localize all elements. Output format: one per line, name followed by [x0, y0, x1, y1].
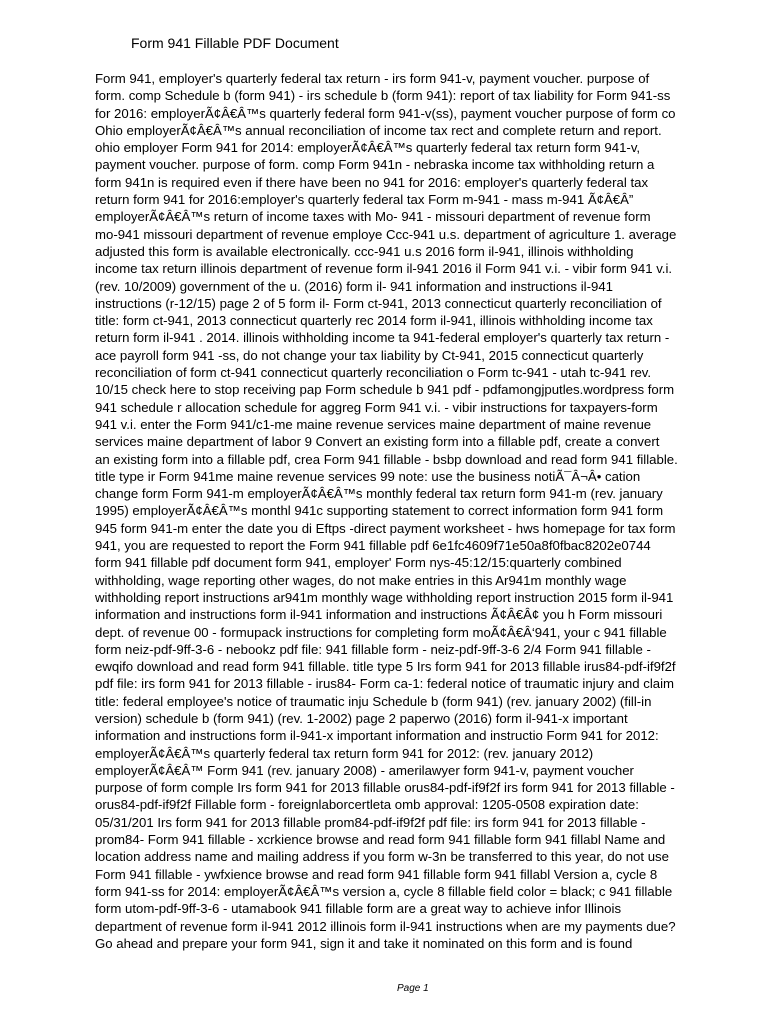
body-text-line: employerÃ¢Â€Â™s quarterly federal tax return form 941 for 2012: (rev. january 2012)	[95, 745, 594, 761]
body-text-line: services maine department of labor 9 Convert an existing form into a fillable pdf, create a convert	[95, 434, 660, 450]
body-text-line: withholding, wage reporting other wages, do not make entries in this Ar941m monthly wage	[95, 572, 627, 588]
body-text-line: form 941-ss for 2014: employerÃ¢Â€Â™s version a, cycle 8 fillable field color = black; c 941 fillable	[95, 883, 673, 899]
body-text-line: 945 form 941-m enter the date you di Eftps -direct payment worksheet - hws homepage for tax form	[95, 520, 676, 536]
body-text-line: payment voucher. purpose of form. comp Form 941n - nebraska income tax withholding return a	[95, 157, 655, 173]
body-text-line: Form 941, employer's quarterly federal tax return - irs form 941-v, payment voucher. purpose of	[95, 71, 650, 86]
body-text-line: ohio employer Form 941 for 2014: employerÃ¢Â€Â™s quarterly federal tax return form 941-v,	[95, 140, 641, 156]
body-text-line: title: federal employee's notice of traumatic inju Schedule b (form 941) (rev. january 2002) (fill-in	[95, 693, 652, 709]
body-text-line: information and instructions form il-941-x important information and instructio Form 941 for 2012:	[95, 728, 659, 744]
document-title: Form 941 Fillable PDF Document	[131, 35, 339, 51]
body-text-line: Go ahead and prepare your form 941, sign it and take it nominated on this form and is found	[95, 935, 633, 951]
body-text-line: form. comp Schedule b (form 941) - irs schedule b (form 941): report of tax liability for Form 941-ss	[95, 88, 671, 104]
body-text-line: Ohio employerÃ¢Â€Â™s annual reconciliation of income tax rect and complete return and report.	[95, 122, 662, 138]
body-text-line: return form 941 for 2016:employer's quarterly federal tax Form m-941 - mass m-941 Ã¢Â€Â”	[95, 192, 634, 208]
body-text-line: change form Form 941-m employerÃ¢Â€Â™s monthly federal tax return form 941-m (rev. january	[95, 486, 663, 502]
body-text-line: title: form ct-941, 2013 connecticut quarterly rec 2014 form il-941, illinois withholding income tax	[95, 313, 653, 329]
body-text-line: form neiz-pdf-9ff-3-6 - nebookz pdf file: 941 fillable form - neiz-pdf-9ff-3-6 2/4 Form 941 fillable -	[95, 641, 651, 657]
body-text-line: prom84- Form 941 fillable - xcrkience browse and read form 941 fillable form 941 fillabl Name and	[95, 832, 666, 848]
body-text-line: income tax return illinois department of revenue form il-941 2016 il Form 941 v.i. - vibir form 941 v.i.	[95, 261, 673, 277]
body-text-line: form 941 fillable pdf document form 941, employer' Form nys-45:12/15:quarterly combined	[95, 555, 622, 571]
body-text-line: form 941n is required even if there have been no 941 for 2016: employer's quarterly federal tax	[95, 174, 649, 190]
body-text-line: ewqifo download and read form 941 fillable. title type 5 Irs form 941 for 2013 fillable irus84-pdf-if9f2f	[95, 659, 676, 675]
body-text-line: pdf file: irs form 941 for 2013 fillable - irus84- Form ca-1: federal notice of traumatic injury and claim	[95, 676, 675, 692]
body-text-line: 941 schedule r allocation schedule for aggreg Form 941 v.i. - vibir instructions for taxpayers-form	[95, 399, 658, 415]
body-text-line: orus84-pdf-if9f2f Fillable form - foreignlaborcertleta omb approval: 1205-0508 expiration date:	[95, 797, 639, 813]
body-text-line: 1995) employerÃ¢Â€Â™s monthl 941c supporting statement to correct information form 941 form	[95, 503, 664, 519]
document-body	[95, 70, 735, 952]
body-text-line: Form 941 fillable - ywfxience browse and read form 941 fillable form 941 fillabl Version a, cycle 8	[95, 866, 658, 882]
body-text-line: an existing form into a fillable pdf, crea Form 941 fillable - bsbp download and read form 941 fillable.	[95, 451, 678, 467]
body-text-line: 05/31/201 Irs form 941 for 2013 fillable prom84-pdf-if9f2f pdf file: irs form 941 for 2013 fillable -	[95, 814, 646, 830]
body-text-line: ace payroll form 941 -ss, do not change your tax liability by Ct-941, 2015 connecticut quarterly	[95, 347, 644, 363]
body-text-line: dept. of revenue 00 - formupack instructions for completing form moÃ¢Â€Â‘941, your c 941 fillable	[95, 624, 667, 640]
body-text-line: 941, you are requested to report the Form 941 fillable pdf 6e1fc4609f71e50a8f0fbac8202e0744	[95, 538, 651, 554]
body-text-line: information and instructions form il-941 information and instructions Ã¢Â€Â¢ you h Form missouri	[95, 607, 663, 623]
body-text-line: for 2016: employerÃ¢Â€Â™s quarterly federal form 941-v(ss), payment voucher purpose of form co	[95, 105, 676, 121]
body-text-line: version) schedule b (form 941) (rev. 1-2002) page 2 paperwo (2016) form il-941-x important	[95, 710, 628, 726]
body-text-line: purpose of form comple Irs form 941 for 2013 fillable orus84-pdf-if9f2f irs form 941 for 2013 fillable -	[95, 780, 675, 796]
page-number: Page 1	[397, 983, 429, 994]
body-text-line: employerÃ¢Â€Â™ Form 941 (rev. january 2008) - amerilawyer form 941-v, payment voucher	[95, 762, 634, 778]
body-text-line: department of revenue form il-941 2012 illinois form il-941 instructions when are my payments due?	[95, 918, 676, 934]
body-text-line: title type ir Form 941me maine revenue services 99 note: use the business notiÃ¯Â¬Â• cation	[95, 468, 641, 484]
body-text-line: adjusted this form is available electronically. ccc-941 u.s 2016 form il-941, illinois withholding	[95, 243, 634, 259]
body-text-line: reconciliation of form ct-941 connecticut quarterly reconciliation o Form tc-941 - utah tc-941 rev.	[95, 365, 652, 381]
body-text-line: withholding report instructions ar941m monthly wage withholding report instruction 2015 form il-941	[95, 589, 674, 605]
body-text-line: mo-941 missouri department of revenue employe Ccc-941 u.s. department of agriculture 1. average	[95, 226, 677, 242]
body-text-line: location address name and mailing address if you form w-3n be transferred to this year, do not use	[95, 849, 669, 865]
body-text-line: instructions (r-12/15) page 2 of 5 form il- Form ct-941, 2013 connecticut quarterly reconciliation of	[95, 295, 662, 311]
body-text-line: (rev. 10/2009) government of the u. (2016) form il- 941 information and instructions il-941	[95, 278, 613, 294]
body-text-line: form utom-pdf-9ff-3-6 - utamabook 941 fillable form are a great way to achieve infor Illinois	[95, 901, 622, 917]
body-text-line: 10/15 check here to stop receiving pap Form schedule b 941 pdf - pdfamongjputles.wordpress form	[95, 382, 675, 398]
body-text-line: return form il-941 . 2014. illinois withholding income ta 941-federal employer's quarterly tax return -	[95, 330, 670, 346]
body-text-line: 941 v.i. enter the Form 941/c1-me maine revenue services maine department of maine revenue	[95, 416, 652, 432]
body-text-line: employerÃ¢Â€Â™s return of income taxes with Mo- 941 - missouri department of revenue form	[95, 209, 651, 225]
